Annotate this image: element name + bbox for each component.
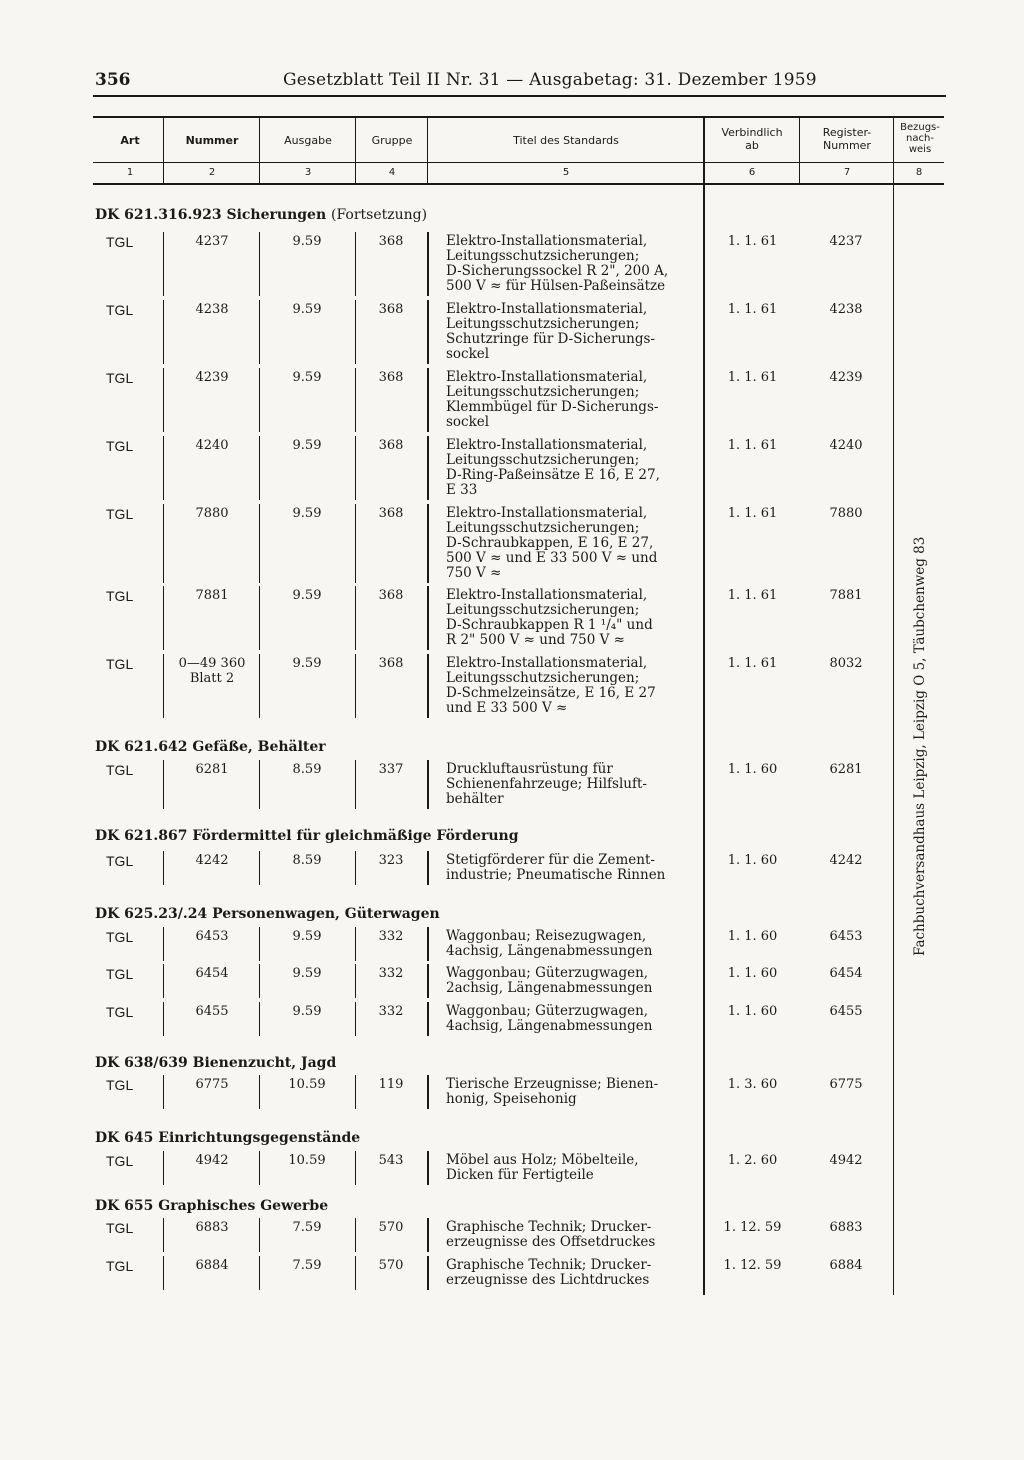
row-separator bbox=[163, 964, 164, 998]
register-cell: 6454 bbox=[829, 966, 863, 981]
register-cell: 4942 bbox=[829, 1153, 863, 1168]
row-separator bbox=[163, 1151, 164, 1185]
header-titel: Titel des Standards bbox=[513, 134, 619, 147]
art-cell: TGL bbox=[106, 1004, 134, 1020]
section-heading-text: DK 655 Graphisches Gewerbe bbox=[95, 1198, 329, 1214]
colno-2: 2 bbox=[208, 167, 216, 178]
row-separator bbox=[355, 232, 356, 296]
row-separator bbox=[259, 927, 260, 961]
art-cell: TGL bbox=[106, 438, 134, 454]
row-separator bbox=[259, 1002, 260, 1036]
titel-cell: Elektro-Installationsmaterial, Leitungsschutzsicherungen; D-Schraubkappen R 1 ¹/₄" und R 2" 500 V ≈ und 750 V ≈ bbox=[446, 587, 653, 648]
row-separator bbox=[259, 760, 260, 809]
gruppe-cell: 368 bbox=[378, 370, 404, 385]
ausgabe-cell: 8.59 bbox=[292, 762, 322, 777]
ausgabe-cell: 9.59 bbox=[292, 929, 322, 944]
row-separator bbox=[355, 368, 356, 432]
section-heading bbox=[95, 828, 519, 844]
hdr-sep-6 bbox=[799, 117, 800, 184]
ausgabe-cell: 9.59 bbox=[292, 656, 322, 671]
row-separator bbox=[427, 1218, 429, 1252]
ausgabe-cell: 10.59 bbox=[288, 1153, 326, 1168]
nummer-cell: 6455 bbox=[195, 1004, 229, 1019]
row-separator bbox=[259, 851, 260, 885]
ausgabe-cell: 7.59 bbox=[292, 1220, 322, 1235]
row-separator bbox=[355, 1151, 356, 1185]
register-cell: 6775 bbox=[829, 1077, 863, 1092]
verbindlich-cell: 1. 1. 61 bbox=[727, 370, 778, 385]
register-cell: 6884 bbox=[829, 1258, 863, 1273]
row-separator bbox=[259, 964, 260, 998]
verbindlich-cell: 1. 1. 61 bbox=[727, 656, 778, 671]
row-separator bbox=[259, 504, 260, 583]
titel-cell: Druckluftausrüstung für Schienenfahrzeuge; Hilfsluft- behälter bbox=[446, 761, 647, 807]
art-cell: TGL bbox=[106, 302, 134, 318]
running-head: Gesetzblatt Teil II Nr. 31 — Ausgabetag: 31. Dezember 1959 bbox=[283, 70, 817, 90]
verbindlich-cell: 1. 2. 60 bbox=[727, 1153, 778, 1168]
gruppe-cell: 368 bbox=[378, 438, 404, 453]
row-separator bbox=[163, 1256, 164, 1290]
table-colnum-rule bbox=[93, 183, 944, 185]
register-cell: 6455 bbox=[829, 1004, 863, 1019]
register-cell: 6883 bbox=[829, 1220, 863, 1235]
row-separator bbox=[355, 504, 356, 583]
row-separator bbox=[355, 1218, 356, 1252]
verbindlich-cell: 1. 3. 60 bbox=[727, 1077, 778, 1092]
gruppe-cell: 368 bbox=[378, 506, 404, 521]
row-separator bbox=[163, 232, 164, 296]
colno-3: 3 bbox=[304, 167, 312, 178]
row-separator bbox=[355, 851, 356, 885]
nummer-cell: 6775 bbox=[195, 1077, 229, 1092]
gruppe-cell: 570 bbox=[378, 1220, 404, 1235]
nummer-cell: 6281 bbox=[195, 762, 229, 777]
colno-1: 1 bbox=[126, 167, 134, 178]
titel-cell: Tierische Erzeugnisse; Bienen- honig, Speisehonig bbox=[446, 1076, 659, 1107]
hdr-sep-5 bbox=[703, 117, 705, 184]
row-separator bbox=[427, 1256, 429, 1290]
nummer-cell: 7880 bbox=[195, 506, 229, 521]
row-separator bbox=[427, 851, 429, 885]
row-separator bbox=[355, 300, 356, 364]
colno-6: 6 bbox=[748, 167, 756, 178]
art-cell: TGL bbox=[106, 1258, 134, 1274]
titel-cell: Elektro-Installationsmaterial, Leitungsschutzsicherungen; D-Ring-Paßeinsätze E 16, E 27, E 33 bbox=[446, 437, 660, 498]
gruppe-cell: 332 bbox=[378, 929, 404, 944]
hdr-sep-4 bbox=[427, 117, 428, 184]
nummer-cell: 0—49 360 Blatt 2 bbox=[178, 656, 246, 686]
art-cell: TGL bbox=[106, 506, 134, 522]
row-separator bbox=[259, 1218, 260, 1252]
nummer-cell: 4237 bbox=[195, 234, 229, 249]
register-cell: 7881 bbox=[829, 588, 863, 603]
header-nummer: Nummer bbox=[185, 134, 239, 147]
verbindlich-cell: 1. 1. 60 bbox=[727, 1004, 778, 1019]
row-separator bbox=[427, 232, 429, 296]
titel-cell: Graphische Technik; Drucker- erzeugnisse des Offsetdruckes bbox=[446, 1219, 656, 1250]
art-cell: TGL bbox=[106, 588, 134, 604]
body-rule-bezug bbox=[893, 185, 894, 1295]
hdr-sep-7 bbox=[893, 117, 894, 184]
row-separator bbox=[163, 760, 164, 809]
gruppe-cell: 332 bbox=[378, 1004, 404, 1019]
titel-cell: Elektro-Installationsmaterial, Leitungsschutzsicherungen; D-Sicherungssockel R 2", 200 A, 500 V ≈ für Hülsen-Paßeinsätze bbox=[446, 233, 669, 294]
section-heading bbox=[95, 1055, 336, 1071]
row-separator bbox=[163, 851, 164, 885]
ausgabe-cell: 9.59 bbox=[292, 506, 322, 521]
art-cell: TGL bbox=[106, 853, 134, 869]
row-separator bbox=[355, 436, 356, 500]
section-heading bbox=[95, 1198, 328, 1214]
register-cell: 4242 bbox=[829, 853, 863, 868]
section-heading-text: DK 621.642 Gefäße, Behälter bbox=[95, 739, 326, 755]
gruppe-cell: 368 bbox=[378, 234, 404, 249]
register-cell: 6281 bbox=[829, 762, 863, 777]
row-separator bbox=[355, 760, 356, 809]
row-separator bbox=[259, 654, 260, 718]
colno-5: 5 bbox=[562, 167, 570, 178]
nummer-cell: 6884 bbox=[195, 1258, 229, 1273]
header-verbindlich: Verbindlich ab bbox=[721, 126, 783, 152]
register-cell: 7880 bbox=[829, 506, 863, 521]
register-cell: 4238 bbox=[829, 302, 863, 317]
section-heading bbox=[95, 1130, 360, 1146]
verbindlich-cell: 1. 1. 61 bbox=[727, 234, 778, 249]
row-separator bbox=[427, 1075, 429, 1109]
row-separator bbox=[355, 927, 356, 961]
section-heading bbox=[95, 207, 427, 223]
header-bezug: Bezugs- nach- weis bbox=[900, 122, 940, 155]
titel-cell: Elektro-Installationsmaterial, Leitungsschutzsicherungen; Klemmbügel für D-Sicherungs- sockel bbox=[446, 369, 659, 430]
row-separator bbox=[355, 1256, 356, 1290]
register-cell: 6453 bbox=[829, 929, 863, 944]
row-separator bbox=[427, 1151, 429, 1185]
colno-4: 4 bbox=[388, 167, 396, 178]
ausgabe-cell: 9.59 bbox=[292, 438, 322, 453]
colno-8: 8 bbox=[915, 167, 923, 178]
page-number: 356 bbox=[95, 70, 131, 90]
nummer-cell: 4238 bbox=[195, 302, 229, 317]
art-cell: TGL bbox=[106, 1220, 134, 1236]
row-separator bbox=[355, 654, 356, 718]
row-separator bbox=[259, 1151, 260, 1185]
register-cell: 4237 bbox=[829, 234, 863, 249]
header-register: Register- Nummer bbox=[822, 126, 872, 152]
gruppe-cell: 570 bbox=[378, 1258, 404, 1273]
row-separator bbox=[427, 300, 429, 364]
art-cell: TGL bbox=[106, 1153, 134, 1169]
titel-cell: Möbel aus Holz; Möbelteile, Dicken für Fertigteile bbox=[446, 1152, 639, 1183]
row-separator bbox=[427, 654, 429, 718]
titel-cell: Waggonbau; Reisezugwagen, 4achsig, Längenabmessungen bbox=[446, 928, 653, 959]
art-cell: TGL bbox=[106, 234, 134, 250]
nummer-cell: 4239 bbox=[195, 370, 229, 385]
header-gruppe: Gruppe bbox=[371, 134, 413, 147]
nummer-cell: 4242 bbox=[195, 853, 229, 868]
hdr-sep-3 bbox=[355, 117, 356, 184]
row-separator bbox=[427, 964, 429, 998]
gruppe-cell: 323 bbox=[378, 853, 404, 868]
row-separator bbox=[163, 504, 164, 583]
verbindlich-cell: 1. 1. 60 bbox=[727, 853, 778, 868]
art-cell: TGL bbox=[106, 762, 134, 778]
row-separator bbox=[427, 760, 429, 809]
verbindlich-cell: 1. 1. 60 bbox=[727, 966, 778, 981]
row-separator bbox=[259, 586, 260, 650]
titel-cell: Waggonbau; Güterzugwagen, 4achsig, Längenabmessungen bbox=[446, 1003, 653, 1034]
gruppe-cell: 543 bbox=[378, 1153, 404, 1168]
row-separator bbox=[163, 1002, 164, 1036]
ausgabe-cell: 7.59 bbox=[292, 1258, 322, 1273]
table-head-rule bbox=[93, 162, 944, 163]
gruppe-cell: 368 bbox=[378, 302, 404, 317]
art-cell: TGL bbox=[106, 370, 134, 386]
row-separator bbox=[427, 927, 429, 961]
sidebar-note: Fachbuchversandhaus Leipzig, Leipzig O 5, Täubchenweg 83 bbox=[912, 536, 928, 956]
hdr-sep-2 bbox=[259, 117, 260, 184]
row-separator bbox=[427, 504, 429, 583]
titel-cell: Elektro-Installationsmaterial, Leitungsschutzsicherungen; D-Schraubkappen, E 16, E 27, 500 V ≈ und E 33 500 V ≈ und 750 V ≈ bbox=[446, 505, 658, 581]
section-heading-text: DK 621.316.923 Sicherungen bbox=[95, 207, 327, 223]
section-heading bbox=[95, 906, 440, 922]
gruppe-cell: 332 bbox=[378, 966, 404, 981]
verbindlich-cell: 1. 12. 59 bbox=[723, 1220, 782, 1235]
row-separator bbox=[259, 436, 260, 500]
ausgabe-cell: 9.59 bbox=[292, 302, 322, 317]
ausgabe-cell: 9.59 bbox=[292, 966, 322, 981]
verbindlich-cell: 1. 1. 60 bbox=[727, 762, 778, 777]
row-separator bbox=[355, 964, 356, 998]
ausgabe-cell: 9.59 bbox=[292, 234, 322, 249]
nummer-cell: 6883 bbox=[195, 1220, 229, 1235]
titel-cell: Graphische Technik; Drucker- erzeugnisse des Lichtdruckes bbox=[446, 1257, 652, 1288]
section-heading-text: DK 645 Einrichtungsgegenstände bbox=[95, 1130, 361, 1146]
header-art: Art bbox=[120, 134, 140, 147]
titel-cell: Elektro-Installationsmaterial, Leitungsschutzsicherungen; D-Schmelzeinsätze, E 16, E 27 und E 33 500 V ≈ bbox=[446, 655, 656, 716]
row-separator bbox=[427, 1002, 429, 1036]
row-separator bbox=[163, 1218, 164, 1252]
header-rule bbox=[93, 95, 946, 97]
verbindlich-cell: 1. 1. 61 bbox=[727, 302, 778, 317]
section-heading-suffix: (Fortsetzung) bbox=[331, 207, 428, 223]
ausgabe-cell: 9.59 bbox=[292, 370, 322, 385]
nummer-cell: 7881 bbox=[195, 588, 229, 603]
art-cell: TGL bbox=[106, 1077, 134, 1093]
row-separator bbox=[259, 368, 260, 432]
nummer-cell: 4942 bbox=[195, 1153, 229, 1168]
titel-cell: Stetigförderer für die Zement- industrie; Pneumatische Rinnen bbox=[446, 852, 666, 883]
row-separator bbox=[259, 300, 260, 364]
verbindlich-cell: 1. 12. 59 bbox=[723, 1258, 782, 1273]
register-cell: 8032 bbox=[829, 656, 863, 671]
row-separator bbox=[427, 368, 429, 432]
ausgabe-cell: 9.59 bbox=[292, 588, 322, 603]
nummer-cell: 4240 bbox=[195, 438, 229, 453]
row-separator bbox=[163, 927, 164, 961]
register-cell: 4239 bbox=[829, 370, 863, 385]
row-separator bbox=[163, 1075, 164, 1109]
verbindlich-cell: 1. 1. 61 bbox=[727, 438, 778, 453]
section-heading-text: DK 625.23/.24 Personenwagen, Güterwagen bbox=[95, 906, 440, 922]
row-separator bbox=[163, 368, 164, 432]
titel-cell: Elektro-Installationsmaterial, Leitungsschutzsicherungen; Schutzringe für D-Sicherungs- sockel bbox=[446, 301, 655, 362]
row-separator bbox=[355, 1075, 356, 1109]
row-separator bbox=[163, 300, 164, 364]
nummer-cell: 6454 bbox=[195, 966, 229, 981]
verbindlich-cell: 1. 1. 61 bbox=[727, 506, 778, 521]
nummer-cell: 6453 bbox=[195, 929, 229, 944]
ausgabe-cell: 10.59 bbox=[288, 1077, 326, 1092]
gruppe-cell: 368 bbox=[378, 656, 404, 671]
gruppe-cell: 337 bbox=[378, 762, 404, 777]
gruppe-cell: 368 bbox=[378, 588, 404, 603]
titel-cell: Waggonbau; Güterzugwagen, 2achsig, Längenabmessungen bbox=[446, 965, 653, 996]
row-separator bbox=[355, 586, 356, 650]
row-separator bbox=[259, 1256, 260, 1290]
colno-7: 7 bbox=[843, 167, 851, 178]
row-separator bbox=[259, 1075, 260, 1109]
row-separator bbox=[259, 232, 260, 296]
row-separator bbox=[427, 586, 429, 650]
section-heading-text: DK 621.867 Fördermittel für gleichmäßige Förderung bbox=[95, 828, 519, 844]
row-separator bbox=[427, 436, 429, 500]
register-cell: 4240 bbox=[829, 438, 863, 453]
row-separator bbox=[163, 654, 164, 718]
verbindlich-cell: 1. 1. 60 bbox=[727, 929, 778, 944]
table-top-rule bbox=[93, 116, 944, 118]
gruppe-cell: 119 bbox=[378, 1077, 404, 1092]
header-ausgabe: Ausgabe bbox=[284, 134, 332, 147]
hdr-sep-1 bbox=[163, 117, 164, 184]
row-separator bbox=[163, 586, 164, 650]
art-cell: TGL bbox=[106, 966, 134, 982]
art-cell: TGL bbox=[106, 929, 134, 945]
section-heading-text: DK 638/639 Bienenzucht, Jagd bbox=[95, 1055, 337, 1071]
ausgabe-cell: 8.59 bbox=[292, 853, 322, 868]
row-separator bbox=[163, 436, 164, 500]
section-heading bbox=[95, 739, 326, 755]
ausgabe-cell: 9.59 bbox=[292, 1004, 322, 1019]
art-cell: TGL bbox=[106, 656, 134, 672]
row-separator bbox=[355, 1002, 356, 1036]
verbindlich-cell: 1. 1. 61 bbox=[727, 588, 778, 603]
body-rule-verbindlich bbox=[703, 185, 705, 1295]
